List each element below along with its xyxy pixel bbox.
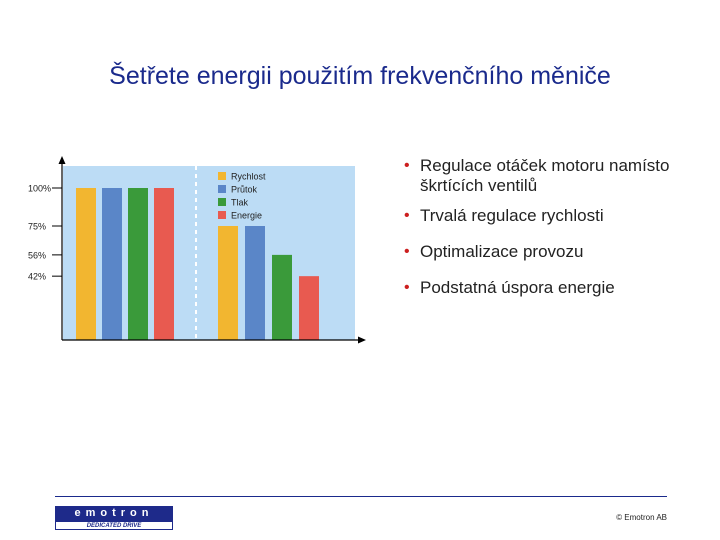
x-axis-arrow xyxy=(358,337,366,344)
y-tick-label: 100% xyxy=(28,183,52,194)
bullet-dot: • xyxy=(404,279,410,296)
bullet-dot: • xyxy=(404,207,410,224)
bar-rychlost-2 xyxy=(218,226,238,340)
bullet-item-continuous-regulation xyxy=(400,206,710,226)
bullet-item-optimization xyxy=(400,242,710,262)
bullet-text: Optimalizace provozu xyxy=(420,242,584,261)
bar-tlak-1 xyxy=(128,188,148,340)
copyright-notice: © Emotron AB xyxy=(616,513,667,522)
logo-wordmark: emotron xyxy=(74,507,154,519)
bar-průtok-2 xyxy=(245,226,265,340)
bar-energie-2 xyxy=(299,276,319,340)
legend-label: Rychlost xyxy=(231,171,266,182)
bar-rychlost-1 xyxy=(76,188,96,340)
bullet-text: Regulace otáček motoru namísto škrtících ventilů xyxy=(420,156,670,195)
bar-průtok-1 xyxy=(102,188,122,340)
bullet-text: Podstatná úspora energie xyxy=(420,278,615,297)
footer-divider xyxy=(55,496,667,497)
bullet-list xyxy=(400,156,710,298)
legend-label: Tlak xyxy=(231,197,249,208)
legend-swatch-rychlost xyxy=(218,172,226,180)
y-tick-label: 42% xyxy=(28,271,47,282)
bullet-text: Trvalá regulace rychlosti xyxy=(420,206,604,225)
bullet-dot: • xyxy=(404,157,410,174)
emotron-logo xyxy=(55,506,173,530)
y-axis-arrow xyxy=(59,156,66,164)
bar-energie-1 xyxy=(154,188,174,340)
legend-swatch-energie xyxy=(218,211,226,219)
bullet-item-speed-control xyxy=(400,156,710,196)
legend-swatch-průtok xyxy=(218,185,226,193)
bar-tlak-2 xyxy=(272,255,292,340)
slide-title: Šetřete energii použitím frekvenčního měniče xyxy=(109,62,611,90)
savings-bar-chart xyxy=(0,150,380,350)
bullet-item-energy-savings xyxy=(400,278,710,298)
y-tick-label: 56% xyxy=(28,250,47,261)
bullet-dot: • xyxy=(404,243,410,260)
y-tick-label: 75% xyxy=(28,221,47,232)
legend-swatch-tlak xyxy=(218,198,226,206)
legend-label: Energie xyxy=(231,210,263,221)
logo-tagline: DEDICATED DRIVE xyxy=(55,521,173,530)
legend-label: Průtok xyxy=(231,184,258,195)
